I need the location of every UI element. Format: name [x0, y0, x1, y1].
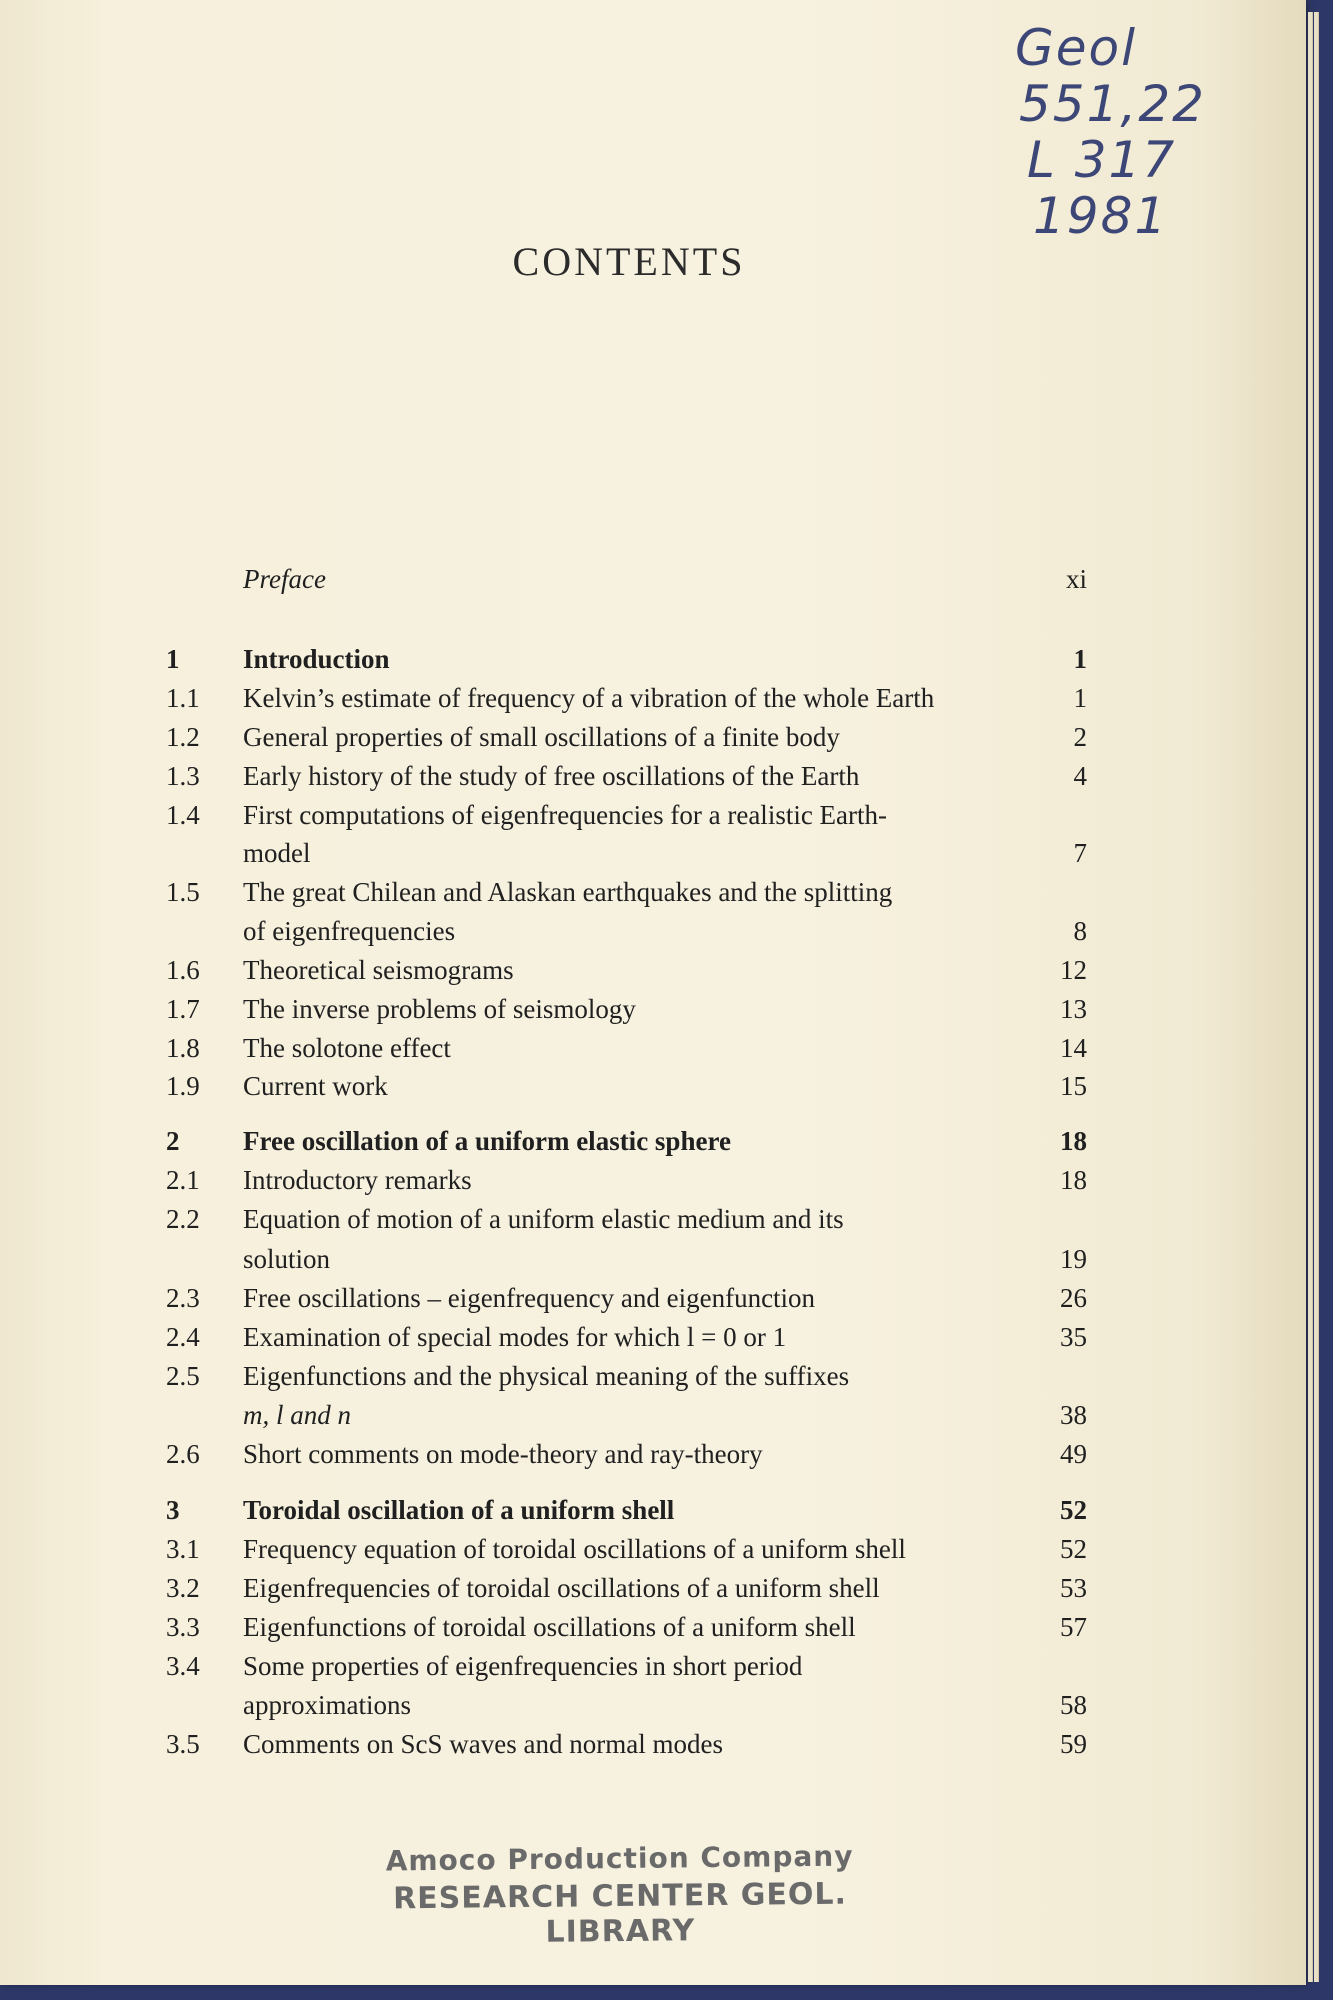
toc-row-continued — [0, 834, 1306, 874]
toc-row — [0, 1725, 1306, 1765]
call-number-line: Geol — [1015, 19, 1137, 77]
toc-title: Equation of motion of a uniform elastic medium and its — [243, 1204, 844, 1234]
handwritten-call-number — [1005, 20, 1245, 244]
stamp-line: Amoco Production Company — [385, 1839, 854, 1878]
toc-number: 2.4 — [166, 1322, 200, 1352]
call-number-line: 1981 — [1033, 187, 1169, 245]
toc-number: 1.1 — [166, 683, 200, 713]
toc-row-continued — [0, 1686, 1306, 1726]
toc-number: 3.5 — [166, 1729, 200, 1759]
toc-number: 2.5 — [166, 1361, 200, 1391]
toc-page: xi — [1065, 564, 1087, 594]
toc-row — [0, 757, 1306, 797]
toc-number: 1 — [166, 644, 180, 674]
toc-row — [0, 796, 1306, 836]
toc-row — [0, 718, 1306, 758]
toc-page: 52 — [1060, 1534, 1087, 1564]
toc-title: Eigenfrequencies of toroidal oscillations of a uniform shell — [243, 1573, 880, 1603]
toc-title: Early history of the study of free oscillations of the Earth — [243, 761, 860, 791]
toc-number: 1.8 — [166, 1033, 200, 1063]
toc-page: 49 — [1060, 1439, 1087, 1469]
toc-page: 53 — [1060, 1573, 1087, 1603]
toc-number: 3.2 — [166, 1573, 200, 1603]
toc-row — [0, 1357, 1306, 1397]
page-edge — [1308, 12, 1313, 1982]
toc-number: 2.3 — [166, 1283, 200, 1313]
toc-number: 1.3 — [166, 761, 200, 791]
toc-page: 8 — [1073, 916, 1087, 946]
toc-row — [0, 990, 1306, 1030]
toc-title: Current work — [243, 1071, 388, 1101]
toc-page: 15 — [1060, 1071, 1087, 1101]
toc-page: 26 — [1060, 1283, 1087, 1313]
toc-title: General properties of small oscillations of a finite body — [243, 722, 840, 752]
stamp-line: RESEARCH CENTER GEOL. LIBRARY — [392, 1876, 848, 1950]
library-stamp — [339, 1839, 900, 1952]
toc-number: 3 — [166, 1495, 180, 1525]
toc-page: 13 — [1060, 994, 1087, 1024]
toc-page: 14 — [1060, 1033, 1087, 1063]
toc-page: 1 — [1073, 683, 1087, 713]
toc-title-continued: of eigenfrequencies — [243, 916, 456, 946]
toc-title: The inverse problems of seismology — [243, 994, 636, 1024]
toc-title-continued: approximations — [243, 1690, 411, 1720]
toc-page: 38 — [1060, 1400, 1087, 1430]
call-number-line: L 317 — [1027, 131, 1177, 189]
toc-number: 3.4 — [166, 1651, 200, 1681]
toc-number: 3.3 — [166, 1612, 200, 1642]
toc-row — [0, 1530, 1306, 1570]
toc-number: 2 — [166, 1126, 180, 1156]
toc-title: Free oscillation of a uniform elastic sphere — [243, 1126, 731, 1156]
toc-title: The solotone effect — [243, 1033, 451, 1063]
toc-number: 1.6 — [166, 955, 200, 985]
toc-number: 1.2 — [166, 722, 200, 752]
toc-row-continued — [0, 1396, 1306, 1436]
toc-title: Comments on ScS waves and normal modes — [243, 1729, 723, 1759]
call-number-line: 551,22 — [1019, 75, 1206, 133]
toc-title: First computations of eigenfrequencies for a realistic Earth- — [243, 800, 888, 830]
toc-number: 1.4 — [166, 800, 200, 830]
page-title: CONTENTS — [512, 239, 746, 284]
toc-page: 2 — [1073, 722, 1087, 752]
toc-number: 3.1 — [166, 1534, 200, 1564]
toc-row — [0, 1647, 1306, 1687]
toc-title-continued: m, l and n — [243, 1400, 351, 1430]
toc-row — [0, 1279, 1306, 1319]
toc-chapter-row — [0, 1491, 1306, 1531]
toc-row — [0, 1318, 1306, 1358]
toc-page: 19 — [1060, 1244, 1087, 1274]
toc-title: Eigenfunctions of toroidal oscillations of a uniform shell — [243, 1612, 856, 1642]
toc-title-continued: model — [243, 838, 311, 868]
toc-page: 58 — [1060, 1690, 1087, 1720]
toc-page: 59 — [1060, 1729, 1087, 1759]
toc-title: Eigenfunctions and the physical meaning of the suffixes — [243, 1361, 850, 1391]
toc-title-continued: solution — [243, 1244, 331, 1274]
toc-page: 35 — [1060, 1322, 1087, 1352]
toc-row — [0, 679, 1306, 719]
toc-chapter-row — [0, 640, 1306, 680]
toc-title: Examination of special modes for which l = 0 or 1 — [243, 1322, 787, 1352]
toc-row — [0, 1569, 1306, 1609]
toc-row — [0, 1608, 1306, 1648]
toc-title: Introductory remarks — [243, 1165, 472, 1195]
toc-row — [0, 1435, 1306, 1475]
toc-row — [0, 1029, 1306, 1069]
toc-number: 2.2 — [166, 1204, 200, 1234]
toc-page: 57 — [1060, 1612, 1087, 1642]
toc-title: The great Chilean and Alaskan earthquakes and the splitting — [243, 877, 893, 907]
toc-number: 1.5 — [166, 877, 200, 907]
toc-page: 18 — [1060, 1165, 1087, 1195]
toc-row-continued — [0, 912, 1306, 952]
toc-row — [0, 1161, 1306, 1201]
page-edge — [1314, 12, 1319, 1982]
toc-number: 2.1 — [166, 1165, 200, 1195]
toc-row — [0, 1067, 1306, 1107]
toc-row-preface — [0, 560, 1306, 600]
toc-title: Theoretical seismograms — [243, 955, 514, 985]
toc-page: 1 — [1073, 644, 1087, 674]
toc-page: 18 — [1060, 1126, 1087, 1156]
toc-title: Frequency equation of toroidal oscillations of a uniform shell — [243, 1534, 906, 1564]
toc-number: 2.6 — [166, 1439, 200, 1469]
toc-row-continued — [0, 1240, 1306, 1280]
toc-page: 7 — [1073, 838, 1087, 868]
toc-title: Toroidal oscillation of a uniform shell — [243, 1495, 675, 1525]
toc-chapter-row — [0, 1122, 1306, 1162]
toc-number: 1.7 — [166, 994, 200, 1024]
toc-row — [0, 1200, 1306, 1240]
toc-title: Preface — [243, 564, 326, 594]
toc-page: 52 — [1060, 1495, 1087, 1525]
toc-page: 4 — [1073, 761, 1087, 791]
toc-page: 12 — [1060, 955, 1087, 985]
toc-title: Kelvin’s estimate of frequency of a vibration of the whole Earth — [243, 683, 935, 713]
toc-row — [0, 951, 1306, 991]
toc-title: Short comments on mode-theory and ray-theory — [243, 1439, 763, 1469]
toc-title: Some properties of eigenfrequencies in short period — [243, 1651, 803, 1681]
toc-number: 1.9 — [166, 1071, 200, 1101]
toc-title: Free oscillations – eigenfrequency and eigenfunction — [243, 1283, 816, 1313]
toc-title: Introduction — [243, 644, 390, 674]
toc-row — [0, 873, 1306, 913]
